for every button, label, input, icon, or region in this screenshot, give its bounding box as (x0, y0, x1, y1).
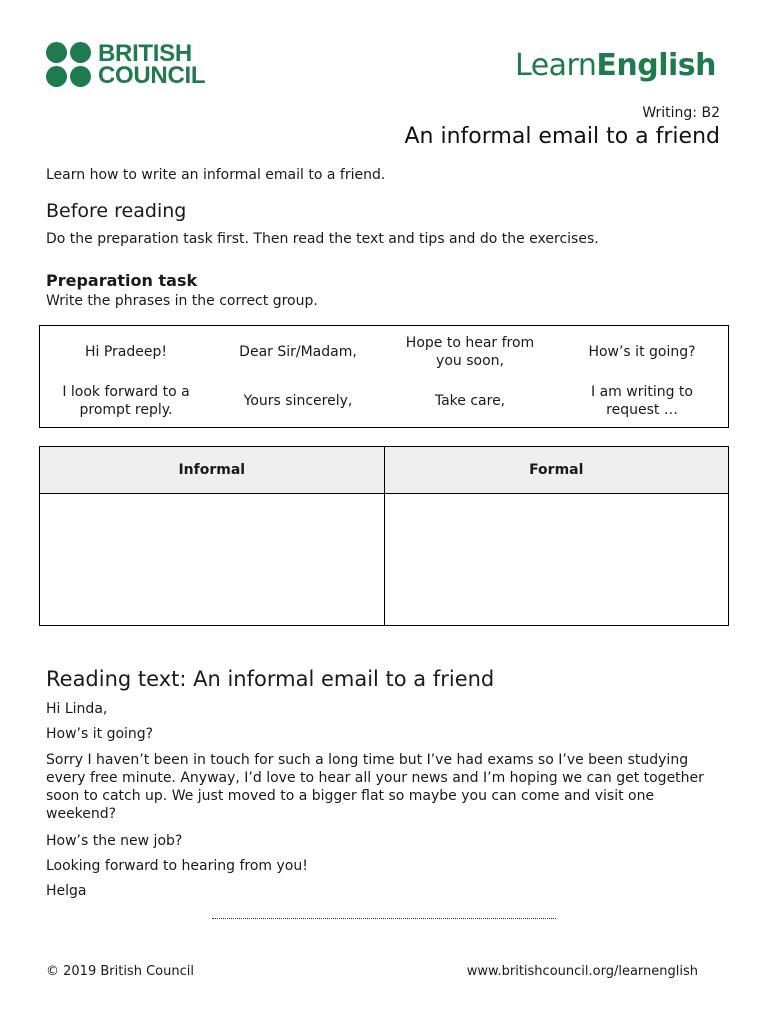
dotted-separator (212, 918, 556, 919)
phrase-item: I look forward to a prompt reply. (62, 383, 190, 418)
email-paragraph: Hi Linda, (46, 701, 108, 717)
email-paragraph: Looking forward to hearing from you! (46, 858, 308, 874)
phrase-item: How’s it going? (588, 344, 696, 361)
reading-heading: Reading text: An informal email to a friend (46, 667, 495, 691)
before-reading-text: Do the preparation task first. Then read the text and tips and do the exercises. (46, 231, 599, 247)
intro-text: Learn how to write an informal email to a friend. (46, 167, 386, 183)
phrase-item: Take care, (434, 392, 506, 409)
phrase-item: I am writing to request … (591, 383, 693, 418)
level-label: Writing: B2 (642, 105, 720, 121)
phrase-item: Yours sincerely, (243, 392, 353, 409)
email-paragraph: How’s the new job? (46, 833, 183, 849)
preparation-heading: Preparation task (46, 271, 198, 290)
british-council-logo (46, 39, 206, 89)
page-title: An informal email to a friend (404, 124, 720, 149)
phrase-box (39, 325, 729, 428)
email-paragraph: How’s it going? (46, 726, 154, 742)
british-council-dots-icon (46, 42, 91, 87)
formal-column-header: Formal (384, 447, 729, 494)
phrase-item: Hi Pradeep! (84, 344, 167, 361)
informal-answer-cell[interactable] (40, 494, 385, 626)
preparation-instruction: Write the phrases in the correct group. (46, 293, 318, 309)
footer-url: www.britishcouncil.org/learnenglish (466, 964, 698, 979)
sorting-table (39, 446, 729, 626)
before-reading-heading: Before reading (46, 200, 187, 222)
footer-copyright: © 2019 British Council (46, 964, 194, 979)
phrase-item: Dear Sir/Madam, (239, 344, 357, 361)
email-paragraph: Helga (46, 883, 87, 899)
informal-column-header: Informal (40, 447, 385, 494)
phrase-item: Hope to hear from you soon, (405, 335, 535, 370)
email-paragraph: Sorry I haven’t been in touch for such a long time but I’ve had exams so I’ve been studying every free minute. Anyway, I’d love to hear all your news and I’m hoping we can get together soon to catch up. We just moved to a bigger flat so maybe you can come and visit one weekend? (46, 752, 704, 822)
formal-answer-cell[interactable] (384, 494, 729, 626)
learnenglish-logo: LearnEnglish (515, 48, 716, 83)
british-council-wordmark: BRITISH COUNCIL (98, 39, 206, 89)
